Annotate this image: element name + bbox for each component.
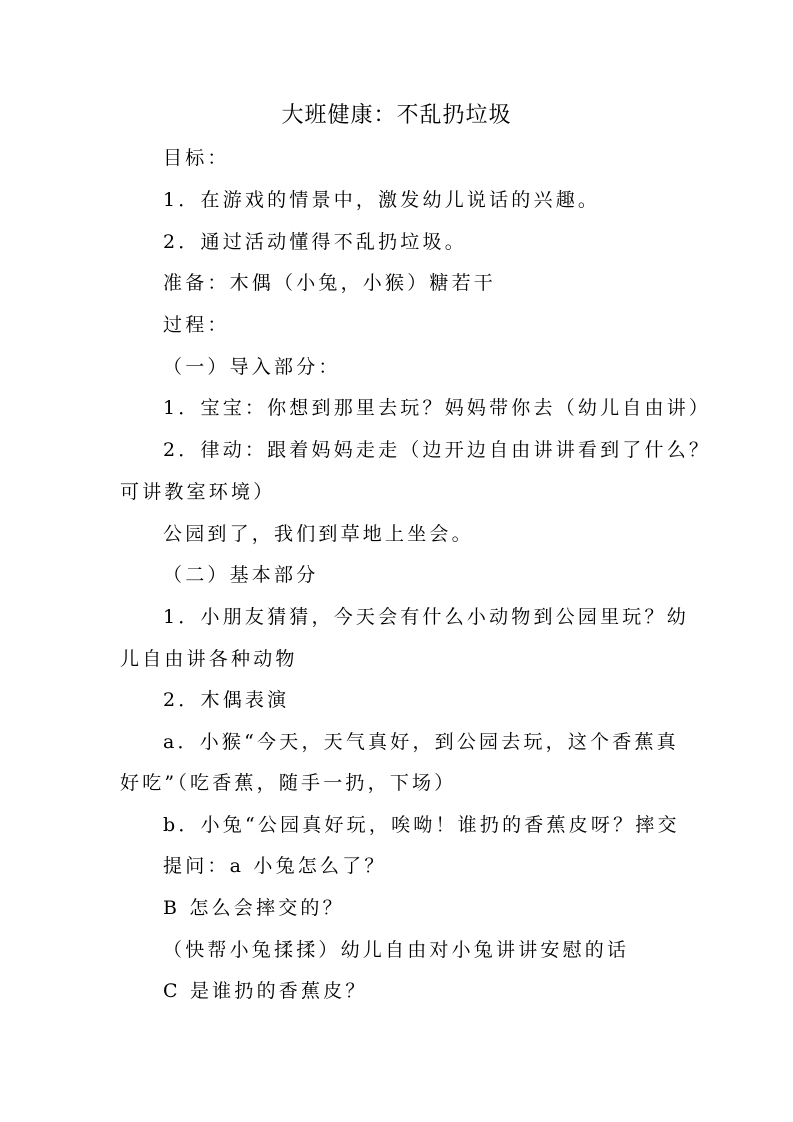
text-line: （二）基本部分 <box>163 564 319 586</box>
text-line: 公园到了，我们到草地上坐会。 <box>163 523 474 545</box>
text-line: （快帮小兔揉揉）幼儿自由对小兔讲讲安慰的话 <box>163 939 630 961</box>
text-line: 2．木偶表演 <box>163 689 290 711</box>
text-line: C 是谁扔的香蕉皮？ <box>163 980 368 1002</box>
text-line: 提问：a 小兔怎么了？ <box>163 855 387 877</box>
text-line: 好吃”（吃香蕉，随手一扔，下场） <box>120 772 457 794</box>
text-line: b．小兔“公园真好玩，唉呦！谁扔的香蕉皮呀？摔交 <box>163 814 680 836</box>
text-line: a．小猴“今天，天气真好，到公园去玩，这个香蕉真 <box>163 731 679 753</box>
text-line: （一）导入部分： <box>163 356 341 378</box>
text-line: 2．通过活动懂得不乱扔垃圾。 <box>163 231 467 253</box>
text-line: 1．宝宝：你想到那里去玩？妈妈带你去（幼儿自由讲） <box>163 397 712 419</box>
text-line: 1．在游戏的情景中，激发幼儿说话的兴趣。 <box>163 189 601 211</box>
text-line: 准备：木偶（小兔，小猴）糖若干 <box>163 272 497 294</box>
text-line: 过程： <box>163 314 230 336</box>
text-line: 可讲教室环境） <box>120 481 276 503</box>
text-line: 2．律动：跟着妈妈走走（边开边自由讲讲看到了什么？ <box>163 439 712 461</box>
text-line: 儿自由讲各种动物 <box>120 648 298 670</box>
page-title: 大班健康：不乱扔垃圾 <box>281 103 512 128</box>
text-line: 1．小朋友猜猜，今天会有什么小动物到公园里玩？幼 <box>163 606 689 628</box>
text-line: 目标： <box>163 147 230 169</box>
text-line: B 怎么会摔交的？ <box>163 897 345 919</box>
